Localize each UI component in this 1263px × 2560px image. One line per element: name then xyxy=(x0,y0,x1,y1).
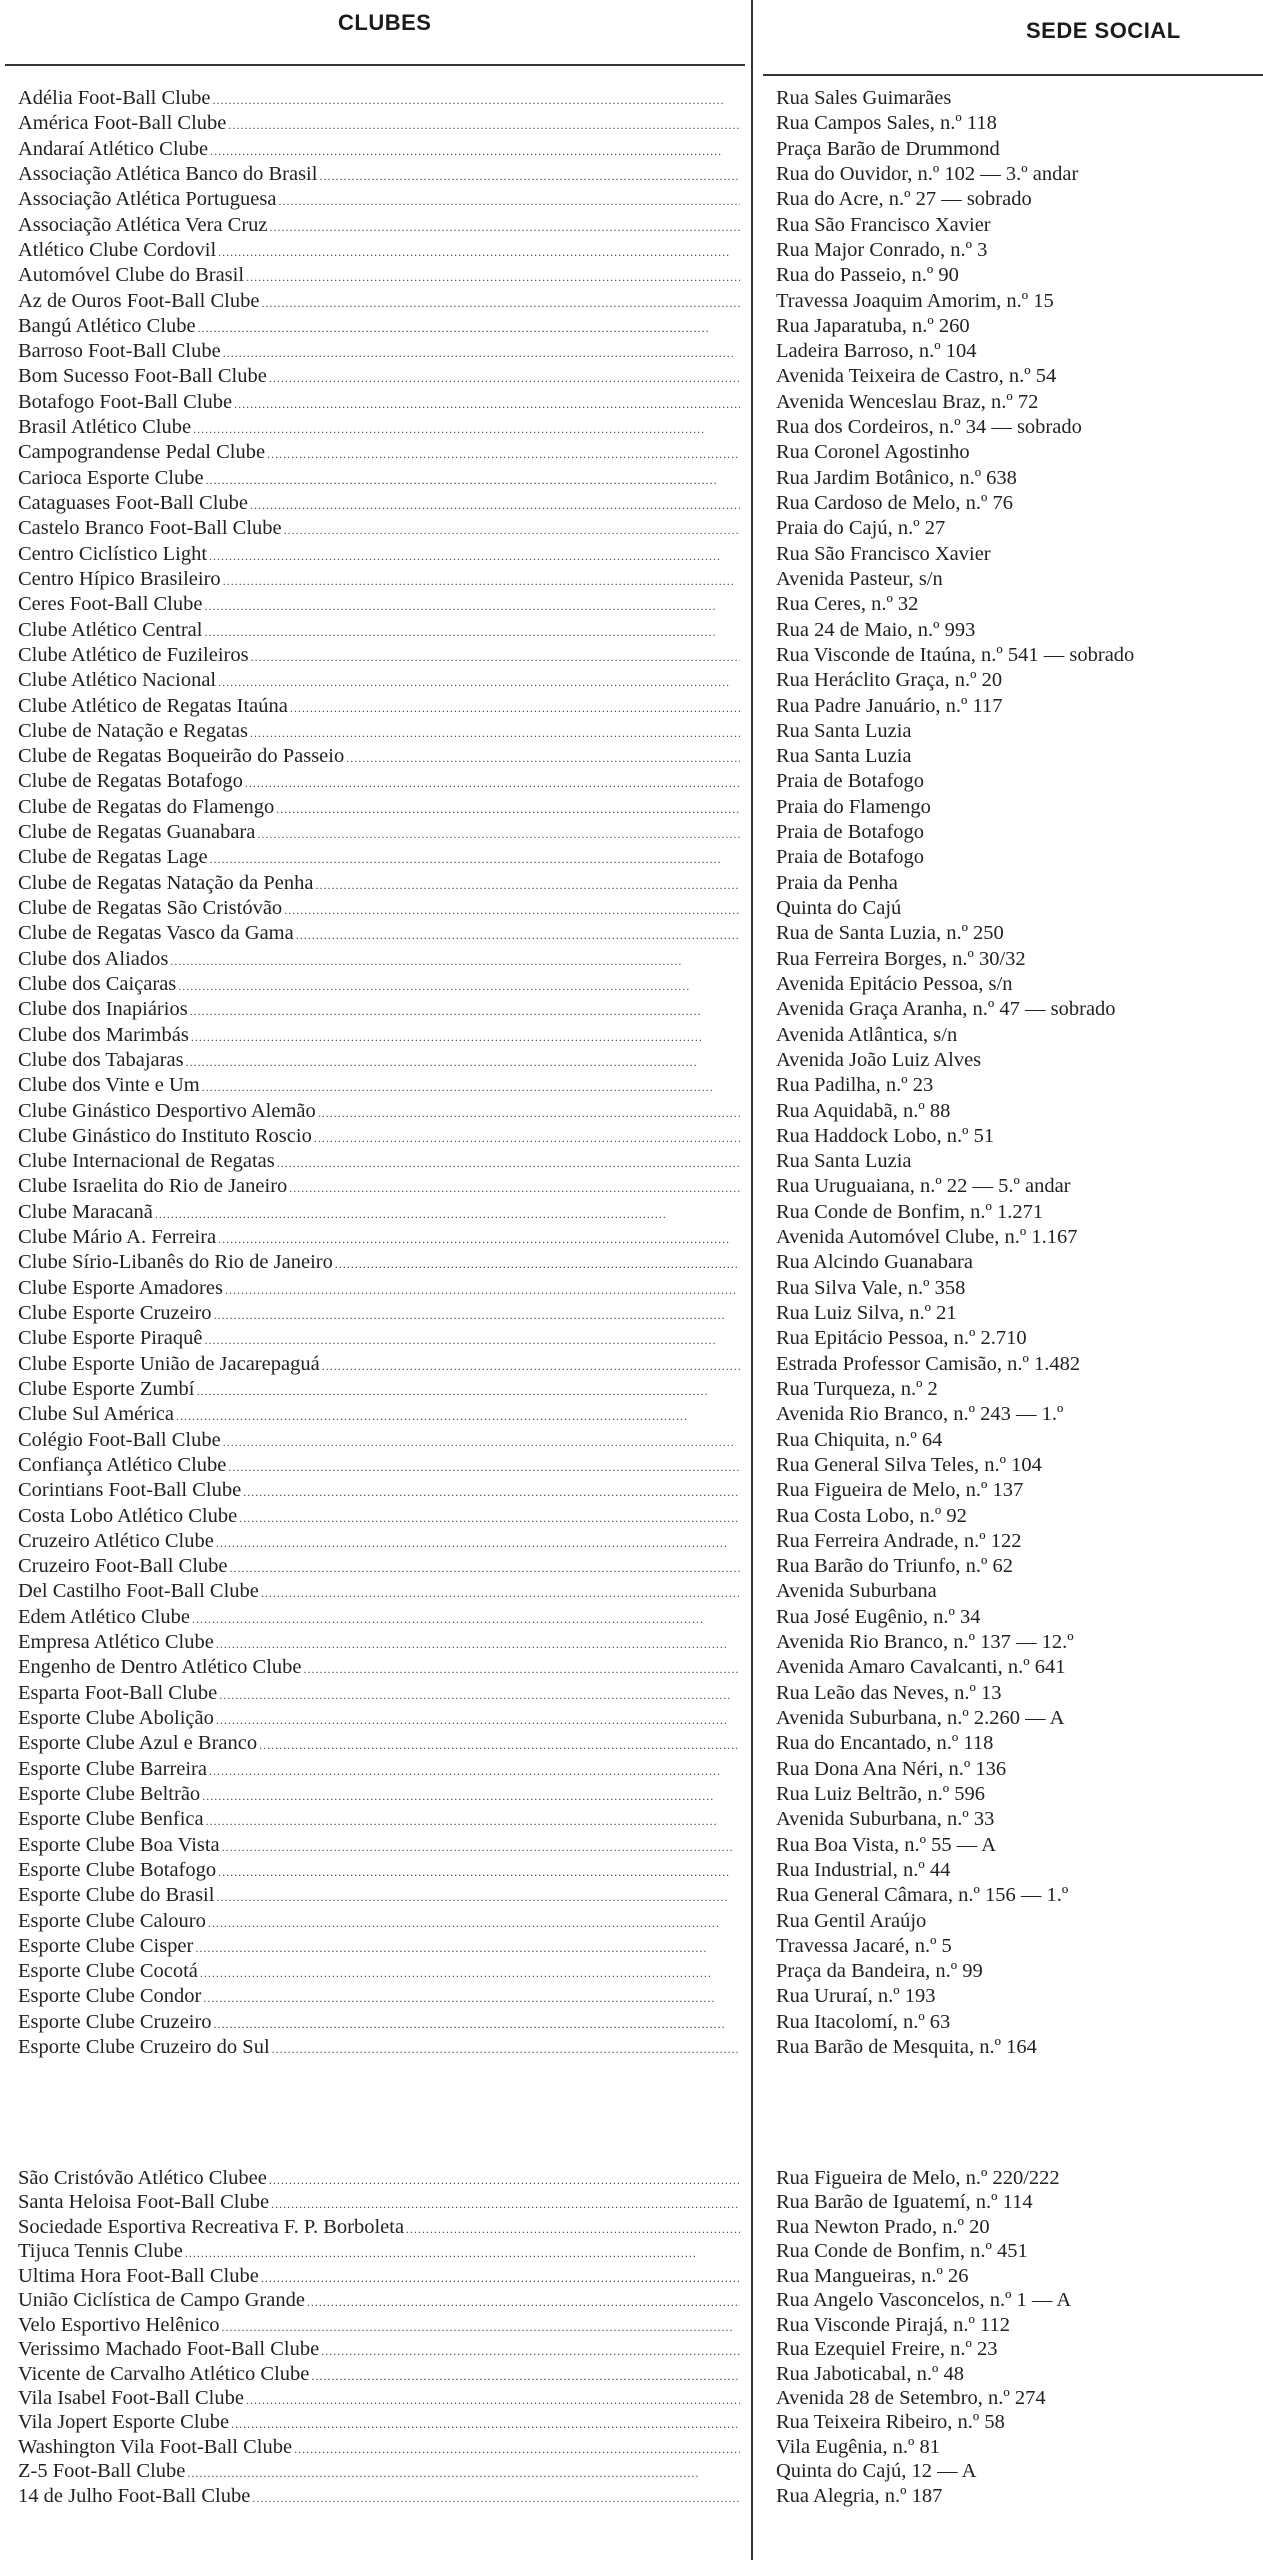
club-name: Associação Atlética Vera Cruz . . . xyxy=(18,213,740,238)
club-name: Clube Esporte Amadores . . . xyxy=(18,1276,740,1301)
table-row xyxy=(0,2459,1263,2483)
sede-address: Vila Eugênia, n.º 81 xyxy=(776,2435,940,2458)
sede-address: Rua Jaboticabal, n.º 48 xyxy=(776,2362,964,2385)
club-name: Clube dos Marimbás . . . xyxy=(18,1023,740,1048)
club-name: Clube Esporte Piraquê . . . xyxy=(18,1326,740,1351)
club-name: Santa Heloisa Foot-Ball Clube . . . xyxy=(18,2190,740,2215)
sede-address: Rua Ezequiel Freire, n.º 23 xyxy=(776,2338,998,2361)
table-row xyxy=(0,1807,1263,1832)
club-name: Clube de Regatas Natação da Penha . . . xyxy=(18,871,740,896)
sede-address: Rua do Encantado, n.º 118 xyxy=(776,1732,994,1755)
table-row xyxy=(0,896,1263,921)
sede-address: Rua Haddock Lobo, n.º 51 xyxy=(776,1124,995,1147)
club-name: Clube de Natação e Regatas . . . xyxy=(18,719,740,744)
club-name: Castelo Branco Foot-Ball Clube . . . xyxy=(18,516,740,541)
club-name: Clube Esporte Zumbí . . . xyxy=(18,1377,740,1402)
club-name: Esporte Clube Beltrão . . . xyxy=(18,1782,740,1807)
table-row xyxy=(0,1453,1263,1478)
table-row xyxy=(0,1428,1263,1453)
club-name: Costa Lobo Atlético Clube . . . xyxy=(18,1504,740,1529)
club-name: Clube dos Caiçaras . . . xyxy=(18,972,740,997)
sede-address: Avenida Suburbana xyxy=(776,1580,937,1603)
table-row xyxy=(0,2288,1263,2312)
sede-address: Rua Teixeira Ribeiro, n.º 58 xyxy=(776,2411,1005,2434)
table-row xyxy=(0,2484,1263,2508)
club-name: Centro Ciclístico Light . . . xyxy=(18,542,740,567)
table-row xyxy=(0,86,1263,111)
sede-address: Rua Epitácio Pessoa, n.º 2.710 xyxy=(776,1327,1027,1350)
club-name: Esporte Clube Botafogo . . . xyxy=(18,1858,740,1883)
club-name: Clube Sírio-Libanês do Rio de Janeiro . . . xyxy=(18,1250,740,1275)
sede-address: Rua do Passeio, n.º 90 xyxy=(776,264,959,287)
club-name: Clube Israelita do Rio de Janeiro . . . xyxy=(18,1174,740,1199)
club-name: Carioca Esporte Clube . . . xyxy=(18,466,740,491)
club-name: Esporte Clube Cisper . . . xyxy=(18,1934,740,1959)
club-name: Tijuca Tennis Clube . . . xyxy=(18,2239,740,2264)
club-name: América Foot-Ball Clube . . . xyxy=(18,111,740,136)
sede-address: Rua Costa Lobo, n.º 92 xyxy=(776,1504,967,1527)
table-row xyxy=(0,1023,1263,1048)
club-name: Clube de Regatas Guanabara . . . xyxy=(18,820,740,845)
sede-address: Rua Dona Ana Néri, n.º 136 xyxy=(776,1757,1007,1780)
table-row xyxy=(0,542,1263,567)
table-row xyxy=(0,1757,1263,1782)
table-row xyxy=(0,1200,1263,1225)
club-name: Clube dos Inapiários . . . xyxy=(18,997,740,1022)
sede-address: Avenida Epitácio Pessoa, s/n xyxy=(776,972,1013,995)
sede-address: Rua Ferreira Borges, n.º 30/32 xyxy=(776,947,1026,970)
club-name: Esporte Clube Cruzeiro . . . xyxy=(18,2010,740,2035)
sede-address: Rua Barão de Mesquita, n.º 164 xyxy=(776,2036,1037,2059)
table-row xyxy=(0,415,1263,440)
table-row xyxy=(0,1402,1263,1427)
table-row xyxy=(0,1478,1263,1503)
table-row xyxy=(0,668,1263,693)
sede-address: Rua Boa Vista, n.º 55 — A xyxy=(776,1833,996,1856)
sede-address: Rua Sales Guimarães xyxy=(776,87,952,109)
sede-address: Rua Leão das Neves, n.º 13 xyxy=(776,1681,1002,1704)
table-row xyxy=(0,1377,1263,1402)
club-name: Esporte Clube do Brasil . . . xyxy=(18,1883,740,1908)
table-row xyxy=(0,1250,1263,1275)
club-name: Esporte Clube Calouro . . . xyxy=(18,1909,740,1934)
club-name: Washington Vila Foot-Ball Clube . . . xyxy=(18,2435,740,2460)
sede-address: Rua Alcindo Guanabara xyxy=(776,1251,973,1274)
sede-address: Rua Conde de Bonfim, n.º 1.271 xyxy=(776,1200,1044,1223)
table-row xyxy=(0,390,1263,415)
table-row xyxy=(0,845,1263,870)
club-name: Clube Esporte União de Jacarepaguá . . . xyxy=(18,1352,740,1377)
sede-address: Praia do Cajú, n.º 27 xyxy=(776,517,946,540)
club-name: Associação Atlética Banco do Brasil . . . xyxy=(18,162,740,187)
sede-address: Rua do Ouvidor, n.º 102 — 3.º andar xyxy=(776,162,1079,185)
sede-address: Rua Visconde de Itaúna, n.º 541 — sobrado xyxy=(776,643,1135,666)
sede-address: Rua Itacolomí, n.º 63 xyxy=(776,2010,951,2033)
table-row xyxy=(0,2337,1263,2361)
table-row xyxy=(0,1681,1263,1706)
club-name: Brasil Atlético Clube . . . xyxy=(18,415,740,440)
club-name: Clube de Regatas Botafogo . . . xyxy=(18,769,740,794)
table-row xyxy=(0,2035,1263,2060)
sede-address: Praça Barão de Drummond xyxy=(776,137,1000,160)
club-name: Edem Atlético Clube . . . xyxy=(18,1605,740,1630)
clubes-column-header: CLUBES xyxy=(338,10,432,35)
sede-address: Praia do Flamengo xyxy=(776,795,931,818)
sede-address: Avenida 28 de Setembro, n.º 274 xyxy=(776,2386,1046,2409)
club-name: Andaraí Atlético Clube . . . xyxy=(18,137,740,162)
table-row xyxy=(0,1934,1263,1959)
club-name: Empresa Atlético Clube . . . xyxy=(18,1630,740,1655)
table-row xyxy=(0,997,1263,1022)
club-name: Clube Atlético Nacional . . . xyxy=(18,668,740,693)
table-row xyxy=(0,947,1263,972)
club-name: Campograndense Pedal Clube . . . xyxy=(18,440,740,465)
club-name: Adélia Foot-Ball Clube . . . xyxy=(18,86,740,111)
club-name: Clube de Regatas do Flamengo . . . xyxy=(18,795,740,820)
sede-address: Rua Figueira de Melo, n.º 220/222 xyxy=(776,2167,1060,2189)
club-name: Clube de Regatas Boqueirão do Passeio . . . xyxy=(18,744,740,769)
table-row xyxy=(0,516,1263,541)
club-name: Esparta Foot-Ball Clube . . . xyxy=(18,1681,740,1706)
club-list-continued xyxy=(0,2166,1263,2508)
sede-address: Rua José Eugênio, n.º 34 xyxy=(776,1605,981,1628)
club-name: Clube dos Vinte e Um . . . xyxy=(18,1073,740,1098)
sede-address: Avenida Suburbana, n.º 2.260 — A xyxy=(776,1707,1065,1729)
sede-address: Rua Newton Prado, n.º 20 xyxy=(776,2215,990,2238)
club-name: Ultima Hora Foot-Ball Clube . . . xyxy=(18,2264,740,2289)
table-row xyxy=(0,795,1263,820)
table-row xyxy=(0,769,1263,794)
sede-address: Travessa Joaquim Amorim, n.º 15 xyxy=(776,289,1054,312)
sede-address: Avenida Graça Aranha, n.º 47 — sobrado xyxy=(776,998,1116,1021)
sede-address: Avenida Teixeira de Castro, n.º 54 xyxy=(776,365,1057,388)
sede-address: Ladeira Barroso, n.º 104 xyxy=(776,340,977,363)
sede-address: Estrada Professor Camisão, n.º 1.482 xyxy=(776,1352,1081,1375)
sede-address: Praia da Penha xyxy=(776,871,898,894)
sede-address: Avenida Pasteur, s/n xyxy=(776,567,943,590)
sede-address: Rua Padre Januário, n.º 117 xyxy=(776,694,1003,717)
table-row xyxy=(0,2190,1263,2214)
table-row xyxy=(0,238,1263,263)
club-name: Clube dos Aliados . . . xyxy=(18,947,740,972)
table-row xyxy=(0,1605,1263,1630)
club-name: Clube Atlético de Fuzileiros . . . xyxy=(18,643,740,668)
club-name: Velo Esportivo Helênico . . . xyxy=(18,2313,740,2338)
club-name: Clube de Regatas Vasco da Gama . . . xyxy=(18,921,740,946)
table-row xyxy=(0,1655,1263,1680)
sede-address: Rua Gentil Araújo xyxy=(776,1909,927,1932)
sede-address: Rua Angelo Vasconcelos, n.º 1 — A xyxy=(776,2289,1072,2312)
table-row xyxy=(0,592,1263,617)
table-row xyxy=(0,314,1263,339)
club-name: Cataguases Foot-Ball Clube . . . xyxy=(18,491,740,516)
sede-address: Rua São Francisco Xavier xyxy=(776,213,991,236)
club-name: Atlético Clube Cordovil . . . xyxy=(18,238,740,263)
club-name: Bom Sucesso Foot-Ball Clube . . . xyxy=(18,364,740,389)
club-name: União Ciclística de Campo Grande . . . xyxy=(18,2288,740,2313)
table-row xyxy=(0,111,1263,136)
club-name: Del Castilho Foot-Ball Clube . . . xyxy=(18,1579,740,1604)
sede-address: Rua Ferreira Andrade, n.º 122 xyxy=(776,1529,1022,1552)
club-name: Clube Mário A. Ferreira . . . xyxy=(18,1225,740,1250)
club-name: Clube Maracanã . . . xyxy=(18,1200,740,1225)
table-row xyxy=(0,643,1263,668)
club-name: Esporte Clube Azul e Branco . . . xyxy=(18,1731,740,1756)
table-row xyxy=(0,1883,1263,1908)
table-row xyxy=(0,1579,1263,1604)
sede-address: Rua Luiz Silva, n.º 21 xyxy=(776,1302,957,1324)
club-name: Esporte Clube Cruzeiro do Sul . . . xyxy=(18,2035,740,2060)
table-row xyxy=(0,364,1263,389)
club-name: Vila Jopert Esporte Clube . . . xyxy=(18,2410,740,2435)
sede-address: Rua General Câmara, n.º 156 — 1.º xyxy=(776,1884,1069,1907)
club-name: Colégio Foot-Ball Clube . . . xyxy=(18,1428,740,1453)
table-row xyxy=(0,820,1263,845)
club-name: Esporte Clube Condor . . . xyxy=(18,1984,740,2009)
sede-address: Rua Industrial, n.º 44 xyxy=(776,1858,951,1881)
club-list-main xyxy=(0,86,1263,2060)
table-row xyxy=(0,1326,1263,1351)
club-name: Verissimo Machado Foot-Ball Clube . . . xyxy=(18,2337,740,2362)
table-row xyxy=(0,2313,1263,2337)
table-row xyxy=(0,137,1263,162)
table-row xyxy=(0,694,1263,719)
table-row xyxy=(0,567,1263,592)
clubes-header-rule xyxy=(5,64,745,66)
table-row xyxy=(0,2239,1263,2263)
sede-address: Rua Jardim Botânico, n.º 638 xyxy=(776,466,1017,489)
sede-address: Rua Silva Vale, n.º 358 xyxy=(776,1276,966,1299)
table-row xyxy=(0,1554,1263,1579)
table-row xyxy=(0,972,1263,997)
table-row xyxy=(0,1731,1263,1756)
table-row xyxy=(0,1225,1263,1250)
table-row xyxy=(0,1099,1263,1124)
sede-address: Rua Figueira de Melo, n.º 137 xyxy=(776,1479,1024,1502)
table-row xyxy=(0,1504,1263,1529)
sede-address: Rua Heráclito Graça, n.º 20 xyxy=(776,669,1003,692)
table-row xyxy=(0,1858,1263,1883)
sede-address: Avenida Wenceslau Braz, n.º 72 xyxy=(776,390,1039,413)
table-row xyxy=(0,2264,1263,2288)
club-name: Bangú Atlético Clube . . . xyxy=(18,314,740,339)
sede-address: Rua Uruguaiana, n.º 22 — 5.º andar xyxy=(776,1175,1071,1198)
club-name: Clube de Regatas Lage . . . xyxy=(18,845,740,870)
sede-address: Rua Alegria, n.º 187 xyxy=(776,2484,943,2507)
table-row xyxy=(0,263,1263,288)
sede-address: Praça da Bandeira, n.º 99 xyxy=(776,1960,983,1983)
table-row xyxy=(0,618,1263,643)
table-row xyxy=(0,1959,1263,1984)
club-name: Esporte Clube Benfica . . . xyxy=(18,1807,740,1832)
sede-address: Rua Padilha, n.º 23 xyxy=(776,1074,934,1097)
table-row xyxy=(0,162,1263,187)
table-row xyxy=(0,440,1263,465)
sede-address: Avenida Automóvel Clube, n.º 1.167 xyxy=(776,1226,1078,1249)
club-name: Clube Ginástico Desportivo Alemão . . . xyxy=(18,1099,740,1124)
table-row xyxy=(0,1174,1263,1199)
table-row xyxy=(0,1048,1263,1073)
club-name: Associação Atlética Portuguesa . . . xyxy=(18,187,740,212)
sede-address: Avenida Rio Branco, n.º 243 — 1.º xyxy=(776,1403,1064,1426)
club-name: Automóvel Clube do Brasil . . . xyxy=(18,263,740,288)
club-name: Esporte Clube Boa Vista . . . xyxy=(18,1833,740,1858)
club-name: Clube de Regatas São Cristóvão . . . xyxy=(18,896,740,921)
sede-address: Quinta do Cajú, 12 — A xyxy=(776,2460,977,2483)
club-name: Confiança Atlético Clube . . . xyxy=(18,1453,740,1478)
sede-address: Rua dos Cordeiros, n.º 34 — sobrado xyxy=(776,416,1082,439)
club-name: Esporte Clube Cocotá . . . xyxy=(18,1959,740,1984)
sede-address: Rua Coronel Agostinho xyxy=(776,441,970,464)
sede-header-rule xyxy=(763,74,1263,76)
sede-address: Rua São Francisco Xavier xyxy=(776,542,991,565)
sede-address: Avenida Atlântica, s/n xyxy=(776,1023,958,1046)
sede-address: Quinta do Cajú xyxy=(776,897,902,919)
table-row xyxy=(0,1149,1263,1174)
sede-address: Avenida João Luiz Alves xyxy=(776,1048,982,1071)
club-name: Engenho de Dentro Atlético Clube . . . xyxy=(18,1655,740,1680)
table-row xyxy=(0,213,1263,238)
sede-address: Rua Campos Sales, n.º 118 xyxy=(776,112,997,135)
sede-address: Rua Chiquita, n.º 64 xyxy=(776,1428,943,1451)
table-row xyxy=(0,2362,1263,2386)
sede-address: Rua do Acre, n.º 27 — sobrado xyxy=(776,188,1032,211)
club-name: Botafogo Foot-Ball Clube . . . xyxy=(18,390,740,415)
club-name: Centro Hípico Brasileiro . . . xyxy=(18,567,740,592)
club-name: Vicente de Carvalho Atlético Clube . . . xyxy=(18,2362,740,2387)
sede-address: Rua 24 de Maio, n.º 993 xyxy=(776,618,976,641)
table-row xyxy=(0,2410,1263,2434)
club-name: Ceres Foot-Ball Clube . . . xyxy=(18,592,740,617)
club-name: Az de Ouros Foot-Ball Clube . . . xyxy=(18,289,740,314)
club-name: São Cristóvão Atlético Clubee . . . xyxy=(18,2166,740,2191)
club-name: Cruzeiro Atlético Clube . . . xyxy=(18,1529,740,1554)
sede-address: Rua Aquidabã, n.º 88 xyxy=(776,1099,951,1122)
sede-address: Rua Ururaí, n.º 193 xyxy=(776,1985,936,2008)
club-name: Clube Esporte Cruzeiro . . . xyxy=(18,1301,740,1326)
table-row xyxy=(0,719,1263,744)
club-name: Corintians Foot-Ball Clube . . . xyxy=(18,1478,740,1503)
table-row xyxy=(0,744,1263,769)
table-row xyxy=(0,2435,1263,2459)
sede-address: Rua Santa Luzia xyxy=(776,1150,912,1173)
club-name: 14 de Julho Foot-Ball Clube . . . xyxy=(18,2484,740,2509)
table-row xyxy=(0,2010,1263,2035)
sede-address: Rua Santa Luzia xyxy=(776,745,912,768)
table-row xyxy=(0,1276,1263,1301)
club-name: Clube Sul América . . . xyxy=(18,1402,740,1427)
sede-address: Rua Santa Luzia xyxy=(776,719,912,742)
club-name: Sociedade Esportiva Recreativa F. P. Borboleta . . . xyxy=(18,2215,740,2240)
sede-address: Avenida Amaro Cavalcanti, n.º 641 xyxy=(776,1656,1066,1679)
club-name: Clube Atlético de Regatas Itaúna . . . xyxy=(18,694,740,719)
table-row xyxy=(0,1301,1263,1326)
sede-address: Travessa Jacaré, n.º 5 xyxy=(776,1934,952,1957)
sede-address: Rua Turqueza, n.º 2 xyxy=(776,1377,938,1400)
table-row xyxy=(0,1782,1263,1807)
sede-address: Rua Mangueiras, n.º 26 xyxy=(776,2264,969,2287)
table-row xyxy=(0,921,1263,946)
club-name: Esporte Clube Barreira . . . xyxy=(18,1757,740,1782)
table-row xyxy=(0,491,1263,516)
sede-address: Rua Japaratuba, n.º 260 xyxy=(776,314,970,337)
table-row xyxy=(0,1909,1263,1934)
table-row xyxy=(0,1706,1263,1731)
sede-address: Rua Luiz Beltrão, n.º 596 xyxy=(776,1782,986,1805)
sede-address: Rua Barão de Iguatemí, n.º 114 xyxy=(776,2191,1033,2214)
table-row xyxy=(0,187,1263,212)
table-row xyxy=(0,339,1263,364)
club-name: Barroso Foot-Ball Clube . . . xyxy=(18,339,740,364)
sede-address: Rua Conde de Bonfim, n.º 451 xyxy=(776,2240,1028,2263)
table-row xyxy=(0,1833,1263,1858)
table-row xyxy=(0,1984,1263,2009)
sede-address: Rua Barão do Triunfo, n.º 62 xyxy=(776,1555,1013,1578)
club-name: Cruzeiro Foot-Ball Clube . . . xyxy=(18,1554,740,1579)
sede-address: Avenida Suburbana, n.º 33 xyxy=(776,1808,995,1831)
table-row xyxy=(0,1073,1263,1098)
table-row xyxy=(0,2215,1263,2239)
table-row xyxy=(0,1630,1263,1655)
table-row xyxy=(0,2386,1263,2410)
sede-address: Rua General Silva Teles, n.º 104 xyxy=(776,1453,1042,1476)
club-name: Esporte Clube Abolição . . . xyxy=(18,1706,740,1731)
club-name: Clube dos Tabajaras . . . xyxy=(18,1048,740,1073)
club-name: Clube Atlético Central . . . xyxy=(18,618,740,643)
table-row xyxy=(0,466,1263,491)
table-row xyxy=(0,1124,1263,1149)
table-row xyxy=(0,1529,1263,1554)
table-row xyxy=(0,289,1263,314)
sede-address: Rua Major Conrado, n.º 3 xyxy=(776,238,988,261)
club-name: Z-5 Foot-Ball Clube . . . xyxy=(18,2459,740,2484)
table-row xyxy=(0,871,1263,896)
sede-address: Rua Cardoso de Melo, n.º 76 xyxy=(776,492,1013,514)
club-name: Clube Ginástico do Instituto Roscio . . . xyxy=(18,1124,740,1149)
club-name: Vila Isabel Foot-Ball Clube . . . xyxy=(18,2386,740,2411)
table-row xyxy=(0,1352,1263,1377)
sede-address: Rua de Santa Luzia, n.º 250 xyxy=(776,922,1004,945)
sede-address: Avenida Rio Branco, n.º 137 — 12.º xyxy=(776,1631,1074,1654)
sede-address: Praia de Botafogo xyxy=(776,821,925,844)
club-name: Clube Internacional de Regatas . . . xyxy=(18,1149,740,1174)
sede-address: Rua Ceres, n.º 32 xyxy=(776,593,919,616)
sede-address: Rua Visconde Pirajá, n.º 112 xyxy=(776,2313,1011,2336)
sede-address: Praia de Botafogo xyxy=(776,770,925,793)
sede-social-column-header: SEDE SOCIAL xyxy=(1026,18,1181,43)
table-row xyxy=(0,2166,1263,2190)
sede-address: Praia de Botafogo xyxy=(776,846,925,869)
